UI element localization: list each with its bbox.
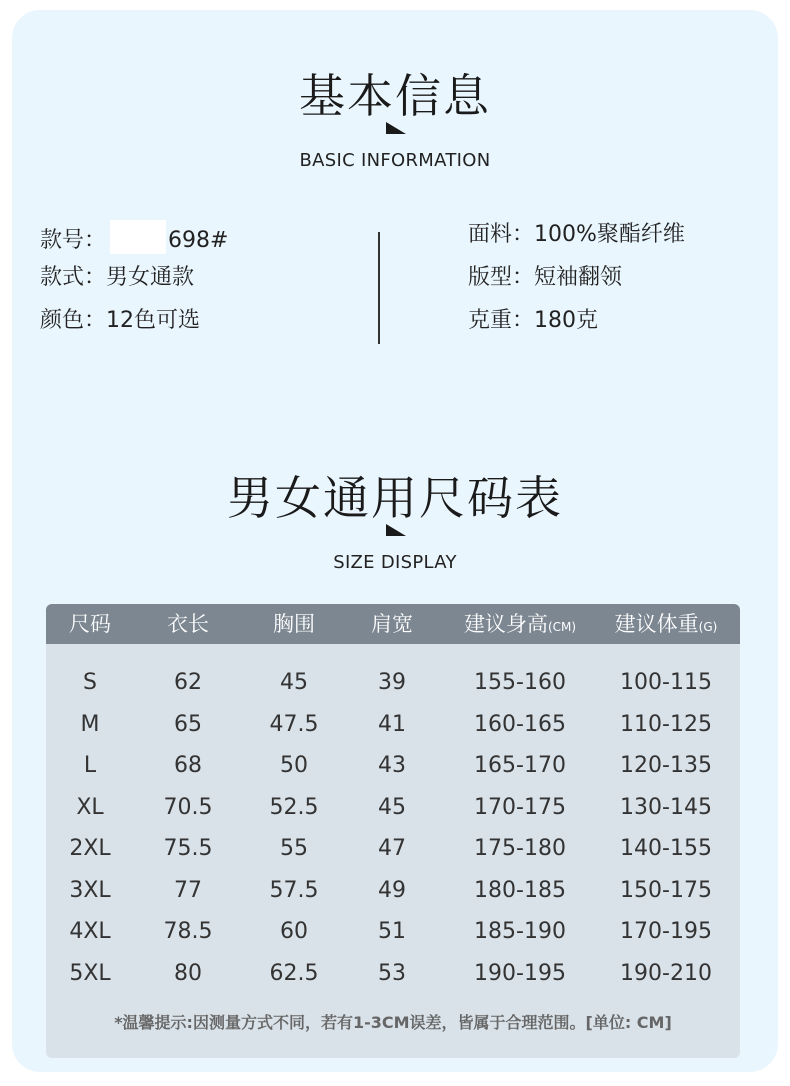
table-cell: 2XL <box>69 836 111 861</box>
info-style-number <box>40 224 228 258</box>
info-label: 款号： <box>40 228 107 253</box>
column-divider <box>378 232 380 344</box>
header-weight: 建议体重(G) <box>614 612 718 636</box>
header-chest: 胸围 <box>273 612 315 636</box>
table-cell: 77 <box>174 877 202 903</box>
table-cell: 68 <box>174 753 202 778</box>
size-table-header <box>46 604 740 644</box>
table-cell: 120-135 <box>620 753 712 778</box>
info-label: 版型： <box>468 265 535 290</box>
table-cell: 150-175 <box>620 877 712 903</box>
table-cell: 53 <box>378 960 406 986</box>
table-cell: 140-155 <box>620 836 712 861</box>
table-cell: 180-185 <box>474 877 566 903</box>
table-cell: 39 <box>378 670 406 695</box>
table-cell: 52.5 <box>269 794 319 820</box>
info-value: 短袖翻领 <box>534 265 623 290</box>
header-size: 尺码 <box>69 612 111 636</box>
info-color <box>40 310 200 332</box>
table-cell: 170-175 <box>474 794 566 820</box>
info-value: 12色可选 <box>106 308 201 333</box>
table-cell: XL <box>76 794 104 820</box>
info-value: 100%聚酯纤维 <box>534 222 685 247</box>
table-cell: 47.5 <box>269 711 319 737</box>
table-cell: 60 <box>280 919 308 944</box>
info-label: 颜色： <box>40 308 107 333</box>
table-cell: 160-165 <box>474 711 566 737</box>
table-cell: 62 <box>174 670 202 695</box>
info-fabric <box>468 224 685 246</box>
arrow-pointer-icon <box>386 122 406 134</box>
info-label: 面料： <box>468 222 535 247</box>
measurement-note: *温馨提示:因测量方式不同，若有1-3CM误差，皆属于合理范围。[单位: CM] <box>114 1013 672 1032</box>
table-cell: 65 <box>174 711 202 737</box>
table-cell: 75.5 <box>163 836 213 861</box>
info-fit <box>468 267 622 289</box>
table-cell: S <box>83 670 97 695</box>
table-cell: L <box>83 753 97 778</box>
info-value: 男女通款 <box>106 265 195 290</box>
header-shoulder: 肩宽 <box>371 612 413 636</box>
table-cell: 51 <box>378 919 406 944</box>
table-cell: M <box>80 711 100 737</box>
table-cell: 50 <box>280 753 308 778</box>
info-style <box>40 267 194 289</box>
table-cell: 5XL <box>69 960 111 986</box>
table-cell: 190-210 <box>620 960 712 986</box>
info-label: 款式： <box>40 265 107 290</box>
header-length: 衣长 <box>167 612 209 636</box>
size-chart-subtitle: SIZE DISPLAY <box>333 552 457 573</box>
info-value: 180克 <box>534 308 599 333</box>
table-cell: 130-145 <box>620 794 712 820</box>
arrow-pointer-icon <box>386 524 406 536</box>
product-info-card <box>12 10 778 1072</box>
table-cell: 57.5 <box>269 877 319 903</box>
table-cell: 155-160 <box>474 670 566 695</box>
table-cell: 175-180 <box>474 836 566 861</box>
table-cell: 41 <box>378 711 406 737</box>
basic-info-title: 基本信息 <box>299 69 491 123</box>
table-cell: 170-195 <box>620 919 712 944</box>
basic-info-subtitle: BASIC INFORMATION <box>299 150 491 171</box>
table-cell: 4XL <box>69 919 111 944</box>
table-cell: 185-190 <box>474 919 566 944</box>
table-cell: 110-125 <box>620 711 712 737</box>
size-table <box>46 604 740 1058</box>
table-cell: 49 <box>378 877 406 903</box>
table-cell: 62.5 <box>269 960 319 986</box>
info-value: 698# <box>168 228 229 253</box>
table-cell: 78.5 <box>163 919 213 944</box>
table-cell: 80 <box>174 960 202 986</box>
table-cell: 190-195 <box>474 960 566 986</box>
redaction-mask <box>110 220 166 254</box>
table-cell: 43 <box>378 753 406 778</box>
info-weight <box>468 310 598 332</box>
table-cell: 100-115 <box>620 670 712 695</box>
table-cell: 70.5 <box>163 794 213 820</box>
info-label: 克重： <box>468 308 535 333</box>
table-cell: 47 <box>378 836 406 861</box>
table-cell: 165-170 <box>474 753 566 778</box>
table-cell: 55 <box>280 836 308 861</box>
table-cell: 3XL <box>69 877 111 903</box>
header-height: 建议身高(CM) <box>463 612 577 636</box>
table-cell: 45 <box>280 670 308 695</box>
table-cell: 45 <box>378 794 406 820</box>
size-chart-title: 男女通用尺码表 <box>227 471 563 525</box>
